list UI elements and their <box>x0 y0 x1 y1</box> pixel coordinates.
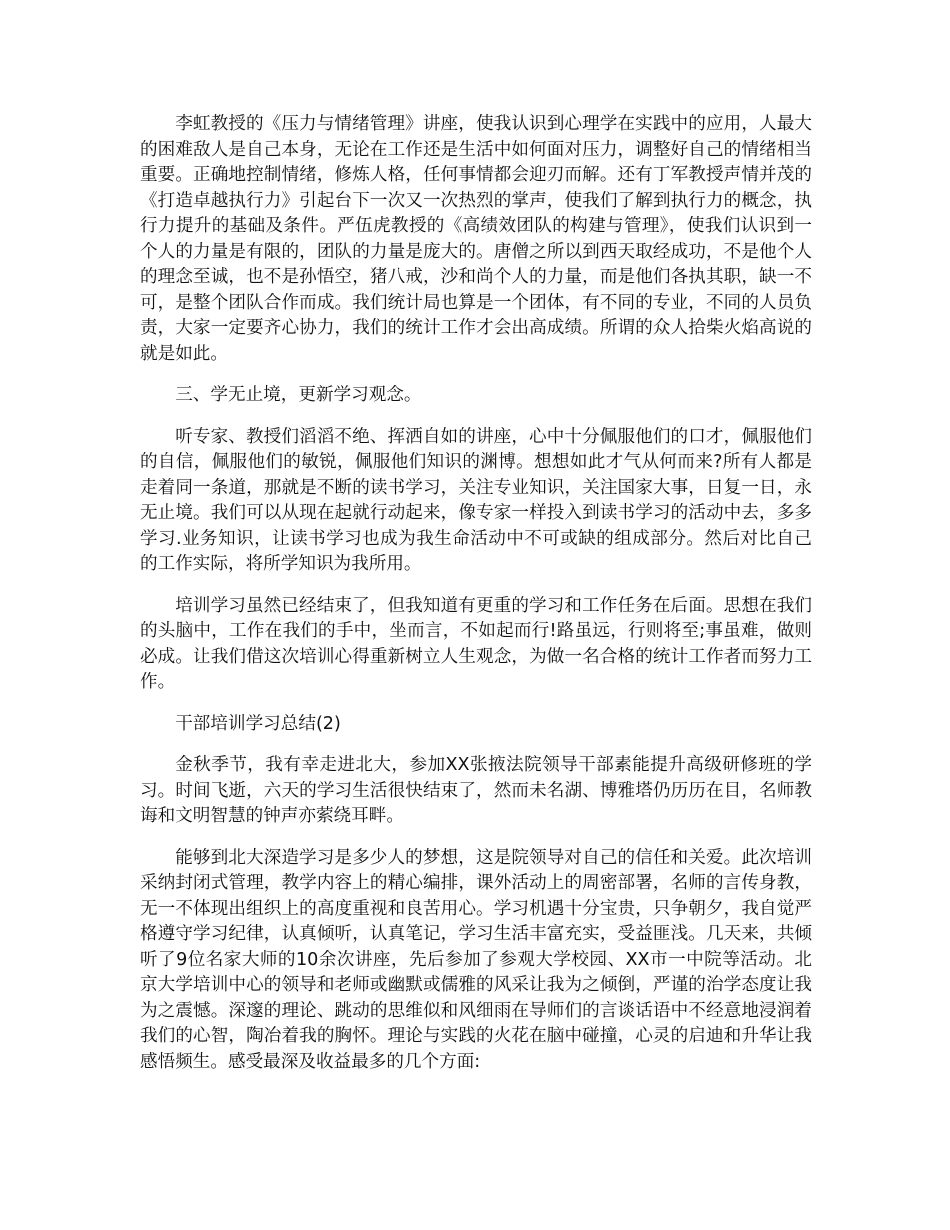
paragraph-intro: 金秋季节，我有幸走进北大，参加XX张掖法院领导干部素能提升高级研修班的学习。时间飞逝，六天的学习生活很快结束了，然而未名湖、博雅塔仍历历在目，名师教诲和文明智慧的钟声亦萦绕耳畔。 <box>140 755 812 826</box>
section-heading-learning: 三、学无止境，更新学习观念。 <box>175 385 422 405</box>
document-body <box>140 112 812 1091</box>
paragraph-learning-ideas: 听专家、教授们滔滔不绝、挥洒自如的讲座，心中十分佩服他们的口才，佩服他们的自信，佩服他们的敏锐，佩服他们知识的渊博。想想如此才气从何而来?所有人都是走着同一条道，那就是不断的读书学习，关注专业知识，关注国家大事，日复一日，永无止境。我们可以从现在起就行动起来，像专家一样投入到读书学习的活动中去，多多学习.业务知识，让读书学习也成为我生命活动中不可或缺的组成部分。然后对比自己的工作实际，将所学知识为我所用。 <box>140 426 812 574</box>
paragraph-training-conclusion: 培训学习虽然已经结束了，但我知道有更重的学习和工作任务在后面。思想在我们的头脑中，工作在我们的手中，坐而言，不如起而行!路虽远，行则将至;事虽难，做则必成。让我们借这次培训心得重新树立人生观念，为做一名合格的统计工作者而努力工作。 <box>140 595 812 692</box>
paragraph-lecture-notes: 李虹教授的《压力与情绪管理》讲座，使我认识到心理学在实践中的应用，人最大的困难敌人是自己本身，无论在工作还是生活中如何面对压力，调整好自己的情绪相当重要。正确地控制情绪，修炼人格，任何事情都会迎刃而解。还有丁军教授声情并茂的《打造卓越执行力》引起台下一次又一次热烈的掌声，使我们了解到执行力的概念，执行力提升的基础及条件。严伍虎教授的《高绩效团队的构建与管理》，使我们认识到一个人的力量是有限的，团队的力量是庞大的。唐僧之所以到西天取经成功，不是他个人的理念至诚，也不是孙悟空，猪八戒，沙和尚个人的力量，而是他们各执其职，缺一不可，是整个团队合作而成。我们统计局也算是一个团体，有不同的专业，不同的人员负责，大家一定要齐心协力，我们的统计工作才会出高成绩。所谓的众人拾柴火焰高说的就是如此。 <box>140 114 812 364</box>
paragraph-experience: 能够到北大深造学习是多少人的梦想，这是院领导对自己的信任和关爱。此次培训采纳封闭式管理，教学内容上的精心编排，课外活动上的周密部署，名师的言传身教，无一不体现出组织上的高度重视和良苦用心。学习机遇十分宝贵，只争朝夕，我自觉严格遵守学习纪律，认真倾听，认真笔记，学习生活丰富充实，受益匪浅。几天来，共倾听了9位名家大师的10余次讲座，先后参加了参观大学校园、XX市一中院等活动。北京大学培训中心的领导和老师或幽默或儒雅的风采让我为之倾倒，严谨的治学态度让我为之震憾。深邃的理论、跳动的思维似和风细雨在导师们的言谈话语中不经意地浸润着我们的心智，陶冶着我的胸怀。理论与实践的火花在脑中碰撞，心灵的启迪和升华让我感悟频生。感受最深及收益最多的几个方面: <box>140 847 812 1072</box>
article-title: 干部培训学习总结(2) <box>175 713 341 734</box>
